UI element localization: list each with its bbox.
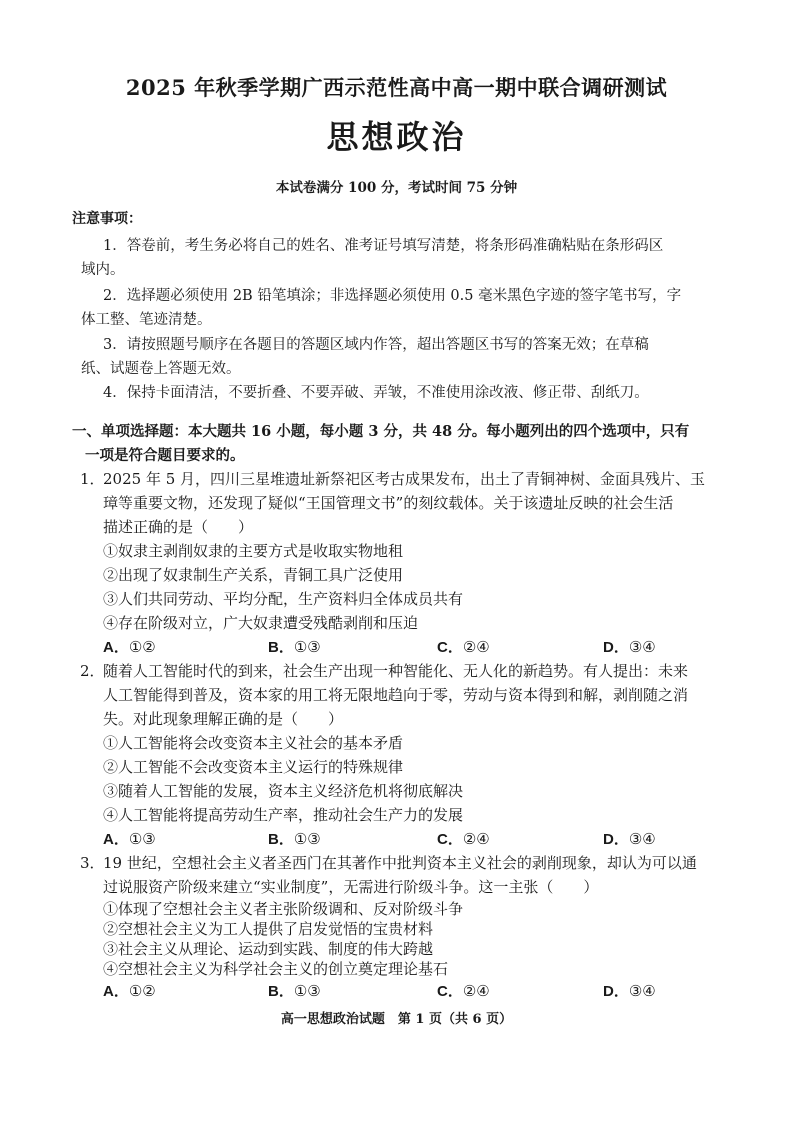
statement-option: ④存在阶级对立，广大奴隶遭受残酷剥削和压迫 (103, 614, 419, 632)
question-stem: 19 世纪，空想社会主义者圣西门在其著作中批判资本主义社会的剥削现象，却认为可以通 (103, 854, 697, 872)
section-heading-cont: 一项是符合题目要求的。 (85, 447, 245, 464)
statement-option: ①奴隶主剥削奴隶的主要方式是收取实物地租 (103, 542, 404, 560)
question-stem: 璋等重要文物，还发现了疑似“王国管理文书”的刻纹载体。关于该遗址反映的社会生活 (103, 494, 674, 512)
notice-item-1-cont: 域内。 (81, 262, 125, 278)
question-number: 2． (80, 662, 105, 680)
question-stem: 过说服资产阶级来建立“实业制度”，无需进行阶级斗争。这一主张（ ） (103, 878, 599, 896)
question-number: 3． (80, 854, 105, 872)
statement-option: ②出现了奴隶制生产关系，青铜工具广泛使用 (103, 566, 404, 584)
statement-option: ①人工智能将会改变资本主义社会的基本矛盾 (103, 734, 404, 752)
notice-item-3: 3．请按照题号顺序在各题目的答题区域内作答，超出答题区书写的答案无效；在草稿 (103, 337, 649, 353)
question-stem: 2025 年 5 月，四川三星堆遗址新祭祀区考古成果发布，出土了青铜神树、金面具残片、玉 (103, 470, 706, 488)
answer-choice-a: A．①② (103, 982, 156, 1000)
question-stem: 人工智能得到普及，资本家的用工将无限地趋向于零，劳动与资本得到和解，剥削随之消 (103, 686, 689, 704)
statement-option: ②空想社会主义为工人提供了启发觉悟的宝贵材料 (103, 920, 434, 938)
section-heading: 一、单项选择题：本大题共 16 小题，每小题 3 分，共 48 分。每小题列出的四个选项中，只有 (72, 423, 690, 440)
answer-choice-b: B．①③ (268, 982, 321, 1000)
question-stem: 失。对此现象理解正确的是（ ） (103, 710, 344, 728)
statement-option: ③社会主义从理论、运动到实践、制度的伟大跨越 (103, 940, 434, 958)
statement-option: ③人们共同劳动、平均分配，生产资料归全体成员共有 (103, 590, 464, 608)
subject-title: 思想政治 (326, 118, 467, 156)
answer-choice-a: A．①③ (103, 830, 156, 848)
answer-choice-d: D．③④ (603, 638, 656, 656)
notice-heading: 注意事项： (72, 211, 142, 227)
notice-item-2: 2．选择题必须使用 2B 铅笔填涂；非选择题必须使用 0.5 毫米黑色字迹的签字笔书写，字 (103, 288, 682, 304)
answer-choice-d: D．③④ (603, 982, 656, 1000)
notice-item-3-cont: 纸、试题卷上答题无效。 (81, 361, 241, 377)
statement-option: ④空想社会主义为科学社会主义的创立奠定理论基石 (103, 960, 449, 978)
notice-item-4: 4．保持卡面清洁，不要折叠、不要弄破、弄皱，不准使用涂改液、修正带、刮纸刀。 (103, 385, 649, 401)
exam-title: 2025 年秋季学期广西示范性高中高一期中联合调研测试 (125, 75, 668, 100)
question-stem: 描述正确的是（ ） (103, 518, 254, 536)
statement-option: ②人工智能不会改变资本主义运行的特殊规律 (103, 758, 404, 776)
answer-choice-c: C．②④ (437, 830, 490, 848)
statement-option: ③随着人工智能的发展，资本主义经济危机将彻底解决 (103, 782, 464, 800)
answer-choice-d: D．③④ (603, 830, 656, 848)
notice-item-2-cont: 体工整、笔迹清楚。 (81, 312, 212, 328)
question-number: 1． (80, 470, 105, 488)
statement-option: ①体现了空想社会主义者主张阶级调和、反对阶级斗争 (103, 900, 464, 918)
question-stem: 随着人工智能时代的到来，社会生产出现一种智能化、无人化的新趋势。有人提出：未来 (103, 662, 689, 680)
answer-choice-c: C．②④ (437, 638, 490, 656)
page-footer: 高一思想政治试题 第 1 页（共 6 页） (280, 1012, 513, 1027)
statement-option: ④人工智能将提高劳动生产率，推动社会生产力的发展 (103, 806, 464, 824)
answer-choice-c: C．②④ (437, 982, 490, 1000)
notice-item-1: 1．答卷前，考生务必将自己的姓名、准考证号填写清楚，将条形码准确粘贴在条形码区 (103, 238, 664, 254)
exam-info: 本试卷满分 100 分，考试时间 75 分钟 (275, 180, 518, 196)
answer-choice-b: B．①③ (268, 638, 321, 656)
answer-choice-a: A．①② (103, 638, 156, 656)
answer-choice-b: B．①③ (268, 830, 321, 848)
